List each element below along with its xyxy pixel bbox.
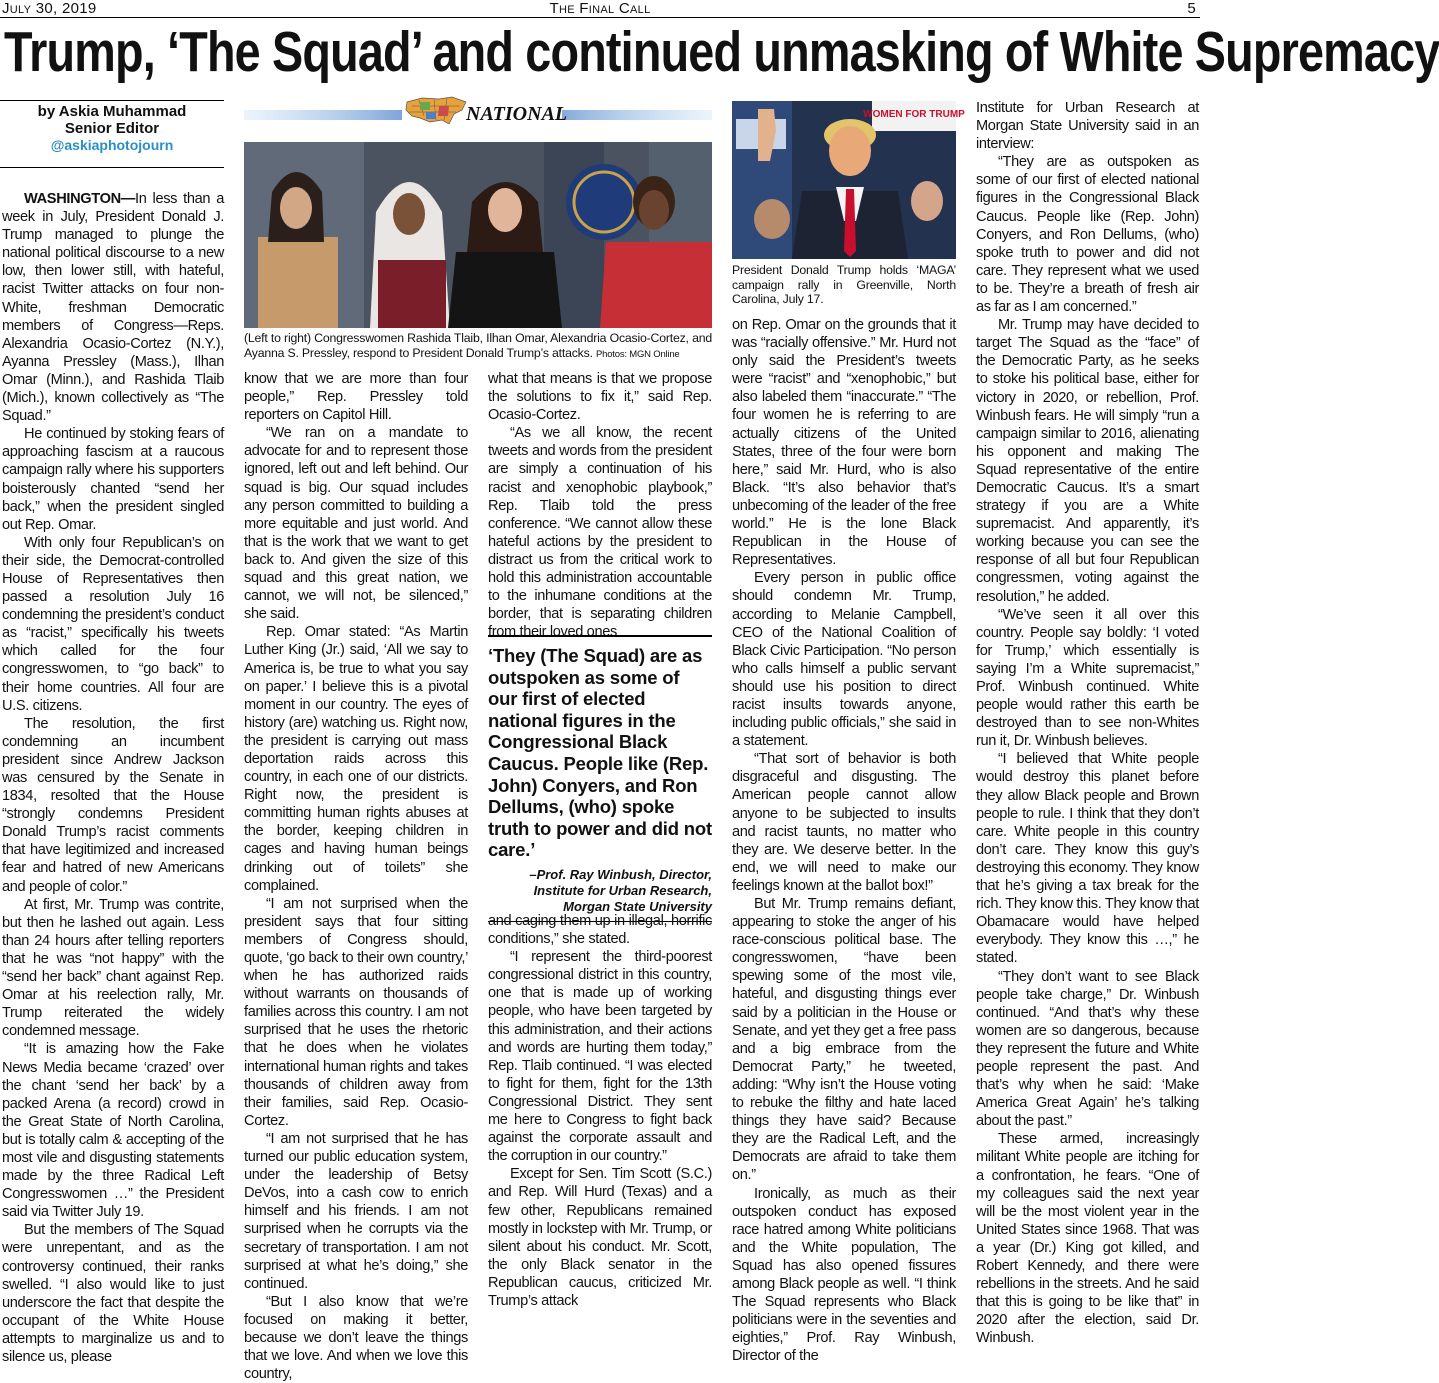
paragraph: “I believed that White people would destroy this planet before they allow Black people and Brown people to rule. I think that they don’t care. White people in this country don’t care. They know this guy’s destroying this economy. They know that he’s giving a tax break for the rich. They know this. They know that Obamacare would have helped everybody. They know this …,” he stated.: [976, 751, 1199, 967]
byline-author: by Askia Muhammad: [37, 103, 187, 120]
banner-graphic: [244, 92, 712, 134]
paragraph: “They don’t want to see Black people take charge,” Dr. Winbush continued. “And that’s why these women are so dangerous, because they represent the future and White people represent the past. And that’s why when he said: ‘Make America Great Again’ he’s talking about the past.”: [976, 968, 1199, 1130]
paragraph: At first, Mr. Trump was contrite, but then he lashed out again. Less than 24 hours after telling reporters that he was “not happy” with the “send her back” chant against Rep. Omar at his reelection rally, Mr. Trump reiterated the widely condemned message.: [2, 896, 224, 1040]
paragraph: “That sort of behavior is both disgraceful and disgusting. The American people cannot allow anyone to be subjected to insults and racist taunts, no matter who they are. We deserve better. In the end, we will need to make our feelings known at the ballot box!”: [732, 751, 956, 894]
byline-handle[interactable]: @askiaphotojourn: [50, 137, 174, 153]
paragraph: on Rep. Omar on the grounds that it was “racially offensive.” Mr. Hurd not only said the President’s tweets were “racist” and “xenophobic,” but also labeled them “inaccurate.” “The four women he is referring to are actually citizens of the United States, three of the four were born here,” said Mr. Hurd, who is also Black. “It’s also behavior that’s unbecoming of the leader of the free world.” He is the lone Black Republican in the House of Representatives.: [732, 317, 956, 569]
paragraph: The resolution, the first condemning an incumbent president since Andrew Jackson was censured by the Senate in 1834, resolted that the House “strongly condemns President Donald Trump’s racist comments that have legitimized and increased fear and hatred of new Americans and people of color.”: [2, 715, 224, 895]
paragraph: “As we all know, the recent tweets and words from the president are simply a continuation of his racist and xenophobic playbook,” Rep. Tlaib told the press conference. “We cannot allow these hateful actions by the president to distract us from the critical work to hold this administration accountable to the inhumane conditions at the border, that is separating children from their loved ones: [488, 425, 712, 641]
byline: [0, 103, 224, 154]
attribution-line: Institute for Urban Research,: [533, 882, 712, 898]
paragraph: and caging them up in illegal, horrific conditions,” she stated.: [488, 913, 712, 948]
article-column-3-top: [488, 370, 712, 641]
pull-quote-text: ‘They (The Squad) are as outspoken as some of our first of elected national figures in the Congressional Black Caucus. People like (Rep. John) Conyers, and Ron Dellums, (who) spoke truth to power and did not care.’: [488, 645, 712, 861]
paragraph: Except for Sen. Tim Scott (S.C.) and Rep. Will Hurd (Texas) and a few other, Republicans remained mostly in lockstep with Mr. Trump, or silent about his conduct. Mr. Scott, the only Black senator in the Republican caucus, criticized Mr. Trump’s attack: [488, 1166, 712, 1309]
header-rule: [0, 17, 1200, 18]
paragraph: He continued by stoking fears of approaching fascism at a raucous campaign rally where his supporters boisterously chanted “send her back,” when the president singled out Rep. Omar.: [2, 426, 224, 533]
attribution-line: Morgan State University: [563, 898, 712, 914]
section-banner: [244, 92, 712, 134]
paragraph: Mr. Trump may have decided to target The Squad as the “face” of the Democratic Party, as he seeks to stoke his political base, either for victory in 2020, or rebellion, Prof. Winbush fears. He will simply “run a campaign similar to 2016, alienating his opponent and making The Squad representative of the entire Democratic Caucus. It’s a smart strategy if you are a White supremacist. And apparently, it’s working because you can see the response of all but four Republican congressmen, voting against the resolution,” he added.: [976, 317, 1199, 605]
paragraph: In less than a week in July, President Donald J. Trump managed to plunge the national political discourse to a new low, then lower still, with hateful, racist Twitter attacks on four non-White, freshman Democratic members of Congress—Reps. Alexandria Ocasio-Cortez (N.Y.), Ayanna Pressley (Mass.), Ilhan Omar (Minn.), and Rashida Tlaib (Mich.), known collectively as “The Squad.”: [2, 191, 224, 425]
paragraph: “But I also know that we’re focused on making it better, because we don’t leave the things that we love. And when we love this country,: [244, 1293, 468, 1383]
paragraph: Ironically, as much as their outspoken conduct has exposed race hatred among White politicians and the White population, The Squad has also opened fissures among Black people as well. “I think The Squad represents who Black politicians were in the seventies and eighties,” Prof. Ray Winbush, Director of the: [732, 1185, 956, 1365]
dateline: WASHINGTON—: [24, 191, 136, 207]
photo-credit: Photos: MGN Online: [596, 348, 680, 360]
issue-date: July 30, 2019: [2, 0, 97, 17]
paragraph: “I am not surprised when the president says that four sitting members of Congress should, quote, ‘go back to their own country,’ when he has authorized raids without warrants on thousands of families across this country. I am not surprised that he uses the rhetoric that he does when he violates international human rights and takes thousands of children away from their families, said Rep. Ocasio-Cortez.: [244, 895, 468, 1129]
squad-photo-caption: [244, 331, 712, 362]
paragraph: These armed, increasingly militant White people are itching for a confrontation, he fears. “One of my colleagues said the next year will be the most violent year in the United States since 1968. That was a year (Dr.) King got killed, and Robert Kennedy, and there were rebellions in the streets. And he said that this is going to be like that” in 2020 after the election, said Dr. Winbush.: [976, 1131, 1199, 1347]
article-column-5: [976, 99, 1199, 1347]
section-label: NATIONAL: [466, 103, 568, 125]
paper-name: The Final Call: [549, 0, 651, 17]
headline: Trump, ‘The Squad’ and continued unmasking of White Supremacy: [4, 20, 1439, 84]
squad-photo-graphic: [244, 142, 712, 328]
paragraph: But Mr. Trump remains defiant, appearing to stoke the anger of his race-conscious political base. The congresswomen, “have been spewing some of the most vile, hateful, and disgusting things ever said by a politician in the House or Senate, and yet they get a free pass and a big embrace from the Democrat Party,” he tweeted, adding: “Why isn’t the House voting to rebuke the filthy and hate laced things they have said? Because they are the Radical Left, and the Democrats are afraid to take them on.”: [732, 896, 956, 1184]
attribution-line: –Prof. Ray Winbush, Director,: [529, 866, 712, 882]
paragraph: “It is amazing how the Fake News Media became ‘crazed’ over the chant ‘send her back’ by a packed Arena (a record) crowd in the Great State of North Carolina, but is totally calm & accepting of the most vile and disgusting statements made by the three Radical Left Congresswomen …” the President said via Twitter July 19.: [2, 1041, 224, 1221]
paragraph: But the members of The Squad were unrepentant, and as the controversy continued, their ranks swelled. “I also would like to just underscore the fact that despite the occupant of the White House attempts to marginalize us and to silence us, please: [2, 1222, 224, 1365]
caption-text: (Left to right) Congresswomen Rashida Tlaib, Ilhan Omar, Alexandria Ocasio-Cortez, and Ayanna S. Pressley, respond to President Donald Trump’s attacks.: [244, 331, 712, 360]
byline-role: Senior Editor: [64, 120, 160, 137]
trump-rally-photo: [732, 101, 965, 259]
article-column-2: [244, 370, 468, 1383]
paragraph: “We ran on a mandate to advocate for and to represent those ignored, left out and left behind. Our squad is big. Our squad includes any person committed to building a more equitable and just world. And that is the work that we want to get back to. And given the size of this squad and this great nation, we cannot, we will not, be silenced,” she said.: [244, 425, 468, 623]
sign-text: WOMEN FOR TRUMP: [863, 109, 965, 120]
article-column-4: [732, 316, 956, 1365]
paragraph: Rep. Omar stated: “As Martin Luther King (Jr.) said, ‘All we say to America is, be true to what you say on paper.’ I believe this is a pivotal moment in our country. The eyes of history (are) watching us. Right now, the president is carrying out mass deportation raids across this country, in each one of our districts. Right now, the president is committing human rights abuses at the border, keeping children in cages and having human beings drinking out of toilets” she complained.: [244, 624, 468, 894]
rally-photo-graphic: [732, 101, 965, 259]
paragraph: “They are as outspoken as some of our first of elected national figures in the Congressional Black Caucus. People like (Rep. John) Conyers, and Ron Dellums, (who) spoke truth to power and did not care. They represent what we used to be. They’re a breath of fresh air as far as I am concerned.”: [976, 154, 1199, 316]
paragraph: With only four Republican’s on their side, the Democrat-controlled House of Representatives then passed a resolution July 16 condemning the president’s conduct as “racist,” specifically his tweets which called for the four congresswomen, to “go back” to their home countries. All four are U.S. citizens.: [2, 534, 224, 714]
paragraph: “We’ve seen it all over this country. People say boldly: ‘I voted for Trump,’ which essentially is saying I’m a White supremacist,” Prof. Winbush continued. White people would rather this earth be destroyed than to see non-Whites run it, Dr. Winbush believes.: [976, 606, 1199, 750]
page-number: 5: [1187, 0, 1196, 17]
pull-quote-attribution: [488, 867, 712, 915]
paragraph: know that we are more than four people,” Rep. Pressley told reporters on Capitol Hill.: [244, 371, 468, 424]
paragraph: Every person in public office should condemn Mr. Trump, according to Melanie Campbell, CEO of the National Coalition of Black Civic Participation. “No person who calls himself a public servant should use his position to direct racist insults towards anyone, including public officials,” she said in a statement.: [732, 570, 956, 750]
article-column-3-bottom: [488, 912, 712, 1309]
article-column-1: [2, 190, 224, 1365]
paragraph: what that means is that we propose the solutions to fix it,” said Rep. Ocasio-Cortez.: [488, 371, 712, 424]
paragraph: “I represent the third-poorest congressional district in this country, one that is made up of working people, who have been targeted by this administration, and their actions and words are hurting them today,” Rep. Tlaib continued. “I was elected to fight for them, fight for the 13th Congressional District. They sent me here to Congress to fight back against the corporate assault and the corruption in our country.”: [488, 949, 712, 1165]
trump-rally-caption: President Donald Trump holds ‘MAGA’ campaign rally in Greenville, North Carolina, July 17.: [732, 263, 956, 306]
paragraph: Institute for Urban Research at Morgan State University said in an interview:: [976, 100, 1199, 153]
paragraph: “I am not surprised that he has turned our public education system, under the leadership of Betsy DeVos, into a cash cow to enrich himself and his friends. I am not surprised when he corrupts via the secretary of transportation. I am not surprised at what he’s doing,” she continued.: [244, 1130, 468, 1292]
pull-quote: [488, 635, 712, 922]
squad-photo: [244, 142, 712, 328]
